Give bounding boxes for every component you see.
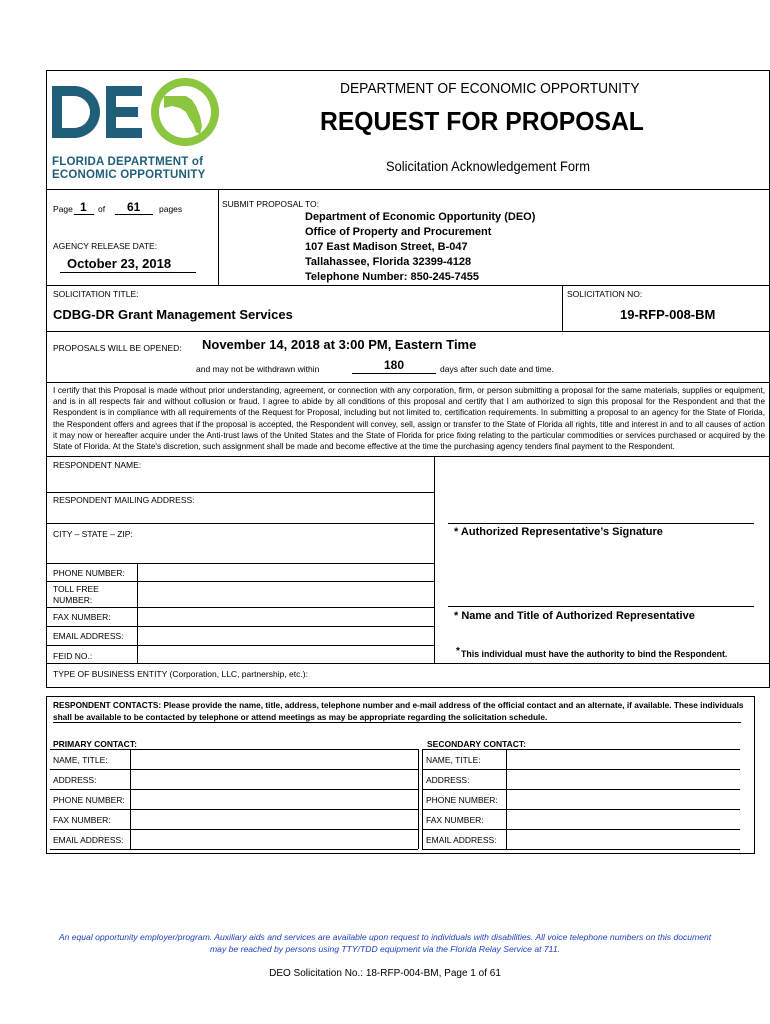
secondary-table-bottom [422, 849, 740, 850]
page-footer: DEO Solicitation No.: 18-RFP-004-BM, Page 1 of 61 [269, 968, 501, 979]
mailing-address-label: RESPONDENT MAILING ADDRESS: [53, 495, 195, 505]
city-state-zip-label: CITY – STATE – ZIP: [53, 529, 133, 539]
signature-field[interactable] [448, 480, 754, 522]
submit-line-3: 107 East Madison Street, B-047 [305, 241, 468, 253]
primary-fax-field[interactable] [131, 810, 418, 829]
city-state-zip-field[interactable] [140, 523, 434, 563]
contacts-intro: RESPONDENT CONTACTS: Please provide the name, title, address, telephone number and e-mail address of the official contact and an alternate, if available. These individuals shall be available to be contacted by telephone or attend meetings as may be appropriate regarding the solicitation schedule. [53, 700, 744, 722]
secondary-phone-label: PHONE NUMBER: [426, 795, 498, 805]
opening-label: PROPOSALS WILL BE OPENED: [53, 343, 182, 353]
logo-line1: FLORIDA DEPARTMENT of [52, 156, 204, 168]
secondary-name-label: NAME, TITLE: [426, 755, 481, 765]
deo-logo [48, 74, 228, 182]
toll-free-field[interactable] [138, 581, 434, 607]
primary-email-field[interactable] [131, 830, 418, 849]
business-entity-field[interactable] [310, 663, 770, 688]
equal-opportunity-line-1: An equal opportunity employer/program. Auxiliary aids and services are available upon request to individuals with disabilities. All voice telephone numbers on this document [58, 932, 712, 942]
secondary-email-label: EMAIL ADDRESS: [426, 835, 497, 845]
toll-free-label-2: NUMBER: [53, 595, 93, 605]
withdraw-days-line [352, 373, 436, 374]
solicitation-bottom-line [46, 331, 770, 332]
authority-note: This individual must have the authority to bind the Respondent. [461, 649, 728, 659]
primary-contact-label: PRIMARY CONTACT: [53, 739, 137, 749]
submit-line-5: Telephone Number: 850-245-7455 [305, 271, 480, 283]
email-field[interactable] [138, 626, 434, 645]
solicitation-no-label: SOLICITATION NO: [567, 289, 643, 299]
primary-fax-label: FAX NUMBER: [53, 815, 111, 825]
secondary-address-label: ADDRESS: [426, 775, 470, 785]
fax-field[interactable] [138, 607, 434, 626]
respondent-top-line [46, 456, 770, 457]
name-title-field[interactable] [448, 566, 754, 605]
agency-release-date: October 23, 2018 [67, 256, 172, 271]
total-pages-line [115, 214, 153, 215]
mailing-address-field[interactable] [46, 505, 434, 523]
page-number-line [74, 214, 94, 215]
page-title: REQUEST FOR PROPOSAL [320, 106, 644, 136]
solicitation-title-label: SOLICITATION TITLE: [53, 289, 139, 299]
agency-release-label: AGENCY RELEASE DATE: [53, 241, 158, 251]
secondary-contact-label: SECONDARY CONTACT: [427, 739, 527, 749]
submit-line-4: Tallahassee, Florida 32399-4128 [305, 256, 472, 268]
primary-email-label: EMAIL ADDRESS: [53, 835, 124, 845]
certification-top-line [46, 382, 770, 383]
page-number: 1 [80, 200, 87, 214]
signature-label: * Authorized Representative’s Signature [454, 526, 663, 538]
phone-label: PHONE NUMBER: [53, 568, 125, 578]
name-title-line [448, 606, 754, 607]
certification-text: I certify that this Proposal is made without prior understanding, agreement, or connection with any corporation, firm, or person submitting a proposal for the same materials, supplies or equipment, and is in all respects fair and without collusion or fraud. I agree to abide by all conditions of this proposal and certify that I am authorized to sign this proposal for the Respondent and that the Respondent is in compliance with all requirements of the Request for Proposal, including but not limited to, certification requirements. In submitting a proposal to an agency for the State of Florida, the Respondent offers and agrees that if the proposal is accepted, the Respondent will convey, sell, assign or transfer to the State of Florida all rights, title and interest in and to all causes of action it may now or hereafter acquire under the Anti-trust laws of the United States and the State of Florida for price fixing relating to the particular commodities or services purchased or acquired by the State of Florida. At the State's discretion, such assignment shall be made and become effective at the time the purchasing agency tenders final payment to the Respondent. [53, 386, 765, 452]
solicitation-no-divider [562, 285, 563, 331]
opening-datetime: November 14, 2018 at 3:00 PM, Eastern Time [202, 337, 477, 352]
equal-opportunity-line-2: may be reached by persons using TTY/TDD equipment via the Florida Relay Service at 711. [210, 944, 560, 954]
solicitation-top-line [46, 285, 770, 286]
logo-line2: ECONOMIC OPPORTUNITY [52, 169, 206, 181]
withdraw-days: 180 [384, 358, 405, 372]
feid-label: FEID NO.: [53, 651, 93, 661]
row-line-1 [46, 492, 434, 493]
submit-divider [218, 189, 219, 285]
fax-label: FAX NUMBER: [53, 612, 111, 622]
solicitation-title-value: CDBG-DR Grant Management Services [53, 307, 293, 322]
primary-phone-field[interactable] [131, 790, 418, 809]
department-heading: DEPARTMENT OF ECONOMIC OPPORTUNITY [340, 80, 640, 97]
release-date-line [60, 272, 196, 273]
form-subtitle: Solicitation Acknowledgement Form [386, 158, 591, 174]
total-pages: 61 [127, 200, 141, 214]
secondary-fax-field[interactable] [507, 810, 740, 829]
solicitation-no-value: 19-RFP-008-BM [620, 307, 716, 322]
secondary-fax-label: FAX NUMBER: [426, 815, 484, 825]
header-divider [46, 189, 770, 190]
feid-field[interactable] [138, 645, 434, 663]
signature-line [448, 523, 754, 524]
contacts-intro-underline [53, 722, 741, 723]
secondary-name-field[interactable] [507, 750, 740, 769]
secondary-contact-table [422, 749, 740, 849]
of-label: of [98, 204, 106, 214]
toll-free-label-1: TOLL FREE [53, 584, 99, 594]
secondary-address-field[interactable] [507, 770, 740, 789]
primary-address-label: ADDRESS: [53, 775, 97, 785]
primary-table-bottom [50, 849, 418, 850]
primary-contact-table [50, 749, 418, 849]
withdraw-pre: and may not be withdrawn within [196, 364, 320, 374]
secondary-phone-field[interactable] [507, 790, 740, 809]
pages-label: pages [159, 204, 183, 214]
business-entity-label: TYPE OF BUSINESS ENTITY (Corporation, LLC, partnership, etc.): [53, 669, 308, 679]
authority-asterisk: * [456, 646, 460, 657]
primary-phone-label: PHONE NUMBER: [53, 795, 125, 805]
page-label: Page [53, 204, 73, 214]
name-title-label: * Name and Title of Authorized Representative [454, 610, 695, 622]
secondary-table-left [422, 749, 423, 849]
phone-field[interactable] [138, 563, 434, 581]
respondent-right-border [434, 456, 435, 663]
respondent-name-label: RESPONDENT NAME: [53, 460, 142, 470]
submit-line-1: Department of Economic Opportunity (DEO) [305, 211, 536, 223]
primary-table-right [418, 749, 419, 849]
primary-address-field[interactable] [131, 770, 418, 789]
primary-name-label: NAME, TITLE: [53, 755, 108, 765]
submit-to-label: SUBMIT PROPOSAL TO: [222, 199, 319, 209]
email-label: EMAIL ADDRESS: [53, 631, 124, 641]
submit-line-2: Office of Property and Procurement [305, 226, 492, 238]
respondent-name-field[interactable] [46, 470, 434, 492]
withdraw-post: days after such date and time. [440, 364, 554, 374]
secondary-email-field[interactable] [507, 830, 740, 849]
primary-name-field[interactable] [131, 750, 418, 769]
